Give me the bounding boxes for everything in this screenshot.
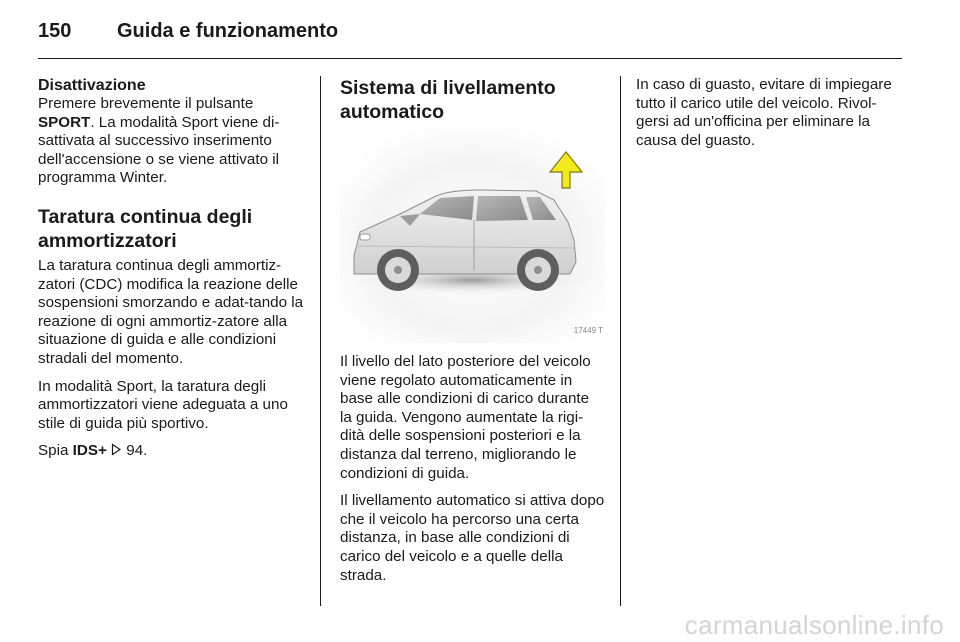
column-left — [38, 76, 308, 471]
paragraph-livello: Il livello del lato posteriore del veicolo viene regolato automaticamente in base alle condizioni di carico durante la guida. Vengono aumentate la rigi-dità delle sospensioni posteriori e la distanza dal terreno, migliorando le condizioni di guida. — [340, 353, 591, 482]
page-reference: 94. — [122, 442, 148, 460]
figure-code: 17449 T — [573, 326, 603, 336]
paragraph-guasto: In caso di guasto, evitare di impiegare tutto il carico utile del veicolo. Rivol-gersi ad un'officina per eliminare la causa del guasto. — [636, 76, 892, 149]
sport-button-label: SPORT — [38, 113, 91, 131]
car-levelling-figure — [340, 128, 605, 343]
chapter-title: Guida e funzionamento — [117, 20, 339, 42]
paragraph-disattivazione — [38, 95, 308, 188]
header-divider — [38, 58, 902, 59]
text-run: Spia — [38, 442, 73, 460]
page-reference-icon — [111, 443, 122, 462]
paragraph-sport-mode: In modalità Sport, la taratura degli ammortizzatori viene adeguata a uno stile di guida più sportivo. — [38, 377, 288, 432]
ids-plus-label: IDS+ — [72, 442, 107, 460]
paragraph-attivazione: Il livellamento automatico si attiva dopo che il veicolo ha percorso una certa distanza, in base alle condizioni di carico del veicolo e a quelle della strada. — [340, 492, 605, 584]
watermark: carmanualsonline.info — [684, 610, 944, 640]
heading-livellamento: Sistema di livellamento automatico — [340, 77, 556, 123]
front-wheel-icon — [377, 249, 419, 291]
heading-taratura: Taratura continua degli ammortizzatori — [38, 205, 253, 252]
paragraph-cdc: La taratura continua degli ammortiz-zatori (CDC) modifica la reazione delle sospensioni smorzando e adat-tando la reazione di ogni ammortiz-zatore alla situazione di guida e alle condizioni stradali del momento. — [38, 256, 304, 367]
column-divider-2 — [620, 76, 621, 606]
rear-wheel-icon — [517, 249, 559, 291]
column-divider-1 — [320, 76, 321, 606]
column-middle — [340, 76, 605, 594]
column-right — [636, 76, 906, 159]
paragraph-spia — [38, 442, 308, 462]
text-run: Premere brevemente il pulsante — [38, 95, 254, 112]
heading-disattivazione: Disattivazione — [38, 77, 146, 94]
page-number: 150 — [38, 20, 72, 42]
text-run: . La modalità Sport viene di-sattivata al successivo inserimento dell'accensione o se viene attivato il programma Winter. — [38, 113, 280, 187]
